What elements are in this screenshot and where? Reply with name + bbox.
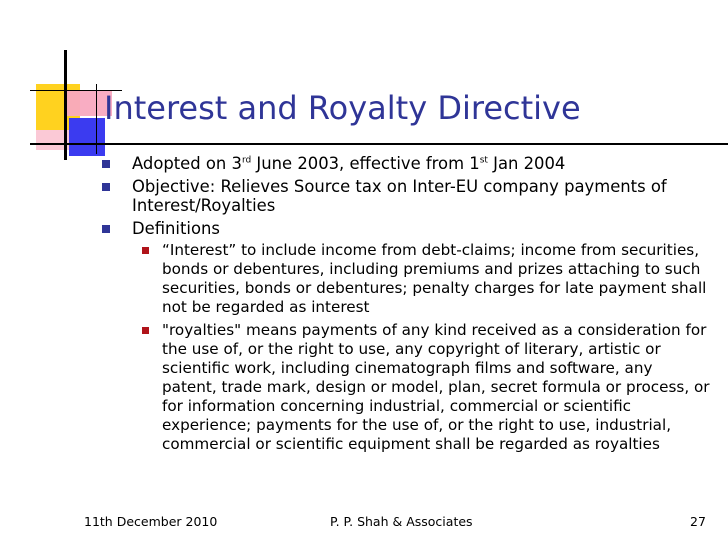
small-square-bullet-icon [142, 247, 149, 254]
footer-company: P. P. Shah & Associates [330, 514, 473, 529]
bullet-objective-text: Objective: Relieves Source tax on Inter-EU company payments of Interest/Royalties [132, 176, 667, 215]
slide-title: Interest and Royalty Directive [104, 89, 581, 127]
bullet-definitions [98, 219, 710, 455]
bullet-list [98, 154, 710, 454]
title-underline [30, 143, 728, 145]
bullet-adopted-pre: Adopted on 3 [132, 154, 242, 173]
sub-bullet-royalties [134, 321, 710, 454]
sub-bullet-list [132, 241, 710, 454]
footer-page-number: 27 [690, 514, 706, 529]
square-bullet-icon [102, 183, 110, 191]
footer-date: 11th December 2010 [84, 514, 218, 529]
bullet-definitions-text: Definitions [132, 218, 220, 238]
bullet-adopted [98, 154, 710, 174]
decor-blue-square [69, 118, 105, 156]
bullet-objective [98, 177, 710, 216]
bullet-adopted-mid: June 2003, effective from 1 [251, 154, 480, 173]
bullet-adopted-post: Jan 2004 [487, 154, 566, 173]
square-bullet-icon [102, 160, 110, 168]
sub-bullet-interest-text: “Interest” to include income from debt-claims; income from securities, bonds or debentures, including premiums and prizes attaching to such securities, bonds or debentures; penalty charges for late payment shall not be regarded as interest [162, 241, 707, 316]
bullet-adopted-sup1: rd [241, 155, 252, 166]
slide-content [98, 154, 710, 458]
sub-bullet-interest [134, 241, 710, 317]
square-bullet-icon [102, 225, 110, 233]
small-square-bullet-icon [142, 327, 149, 334]
sub-bullet-royalties-text: "royalties" means payments of any kind received as a consideration for the use of, or the right to use, any copyright of literary, artistic or scientific work, including cinematograph films and software, any patent, trade mark, design or model, plan, secret formula or process, or for information concerning industrial, commercial or scientific experience; payments for the use of, or the right to use, industrial, commercial or scientific equipment shall be regarded as royalties [162, 321, 710, 453]
bullet-adopted-sup2: st [479, 155, 488, 166]
